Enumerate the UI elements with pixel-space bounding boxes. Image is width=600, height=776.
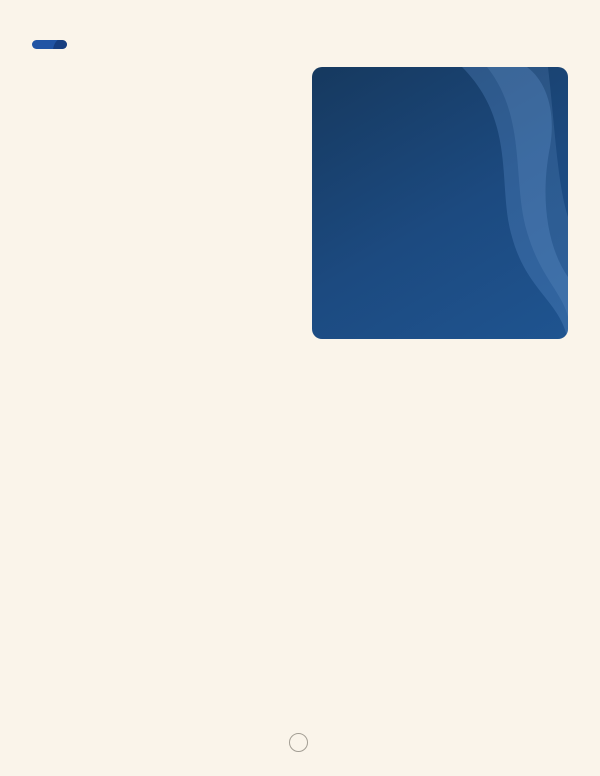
page-number (289, 733, 308, 752)
case-study-card (312, 67, 568, 339)
content-columns (32, 67, 568, 354)
vitality-tag (32, 40, 67, 49)
case-study-swoosh-decoration (312, 67, 568, 339)
sidebar-column (312, 67, 568, 354)
report-page (0, 0, 600, 354)
